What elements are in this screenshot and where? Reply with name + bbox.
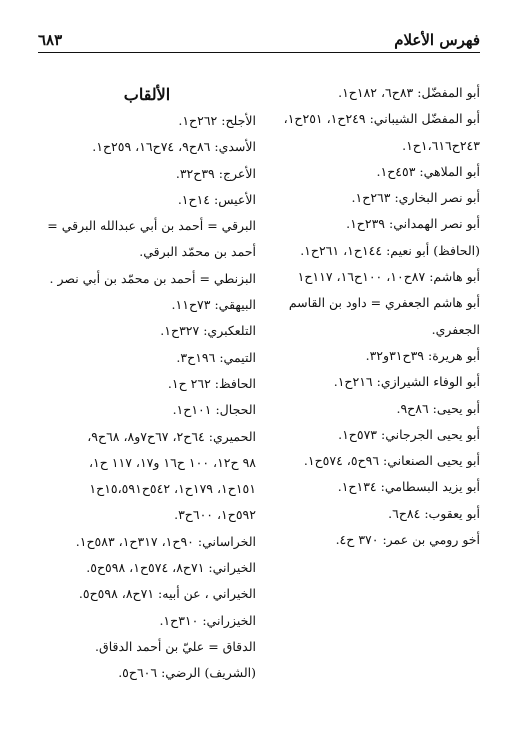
- index-entry: أبو يحيى الجرجاني: ٥٧٣ح١.: [338, 426, 480, 442]
- names-list: [258, 80, 480, 553]
- index-entry: أبو يعقوب: ٨٤ح٦.: [388, 505, 480, 521]
- index-entry: الحافظ: ٢٦٢ ح١.: [167, 375, 256, 391]
- index-entry: (الشريف) الرضي: ٦٠٦ح٥.: [118, 665, 256, 681]
- index-entry: التلعكبري: ٣٢٧ح١.: [160, 323, 256, 339]
- index-entry: الحميري: ٦٤ح٢، ٦٧ح٧و٨، ٦٨ح٩،: [87, 428, 256, 444]
- index-entry: ١٥١ح١، ١٧٩ح١، ٥٤٢ح١٥،٥٩١ح١: [89, 481, 256, 497]
- index-column-names: [258, 80, 480, 553]
- index-entry: الدقاق = عليّ بن أحمد الدقاق.: [95, 638, 256, 654]
- index-entry: الأجلح: ٢٦٢ح١.: [178, 113, 256, 128]
- index-entry: الأسدي: ٨٦ح٩، ٧٤ح١٦، ٢٥٩ح١.: [92, 139, 256, 155]
- index-entry: الخيزراني: ٣١٠ح١.: [159, 612, 256, 628]
- index-entry: (الحافظ) أبو نعيم: ١٤٤ح١، ٢٦١ح١.: [300, 242, 480, 258]
- index-entry: الأعرج: ٣٩ح٣٢.: [175, 165, 256, 181]
- index-entry: ٩٨ ح١٢، ١٠٠ ح١٦ و١٧، ١١٧ ح١،: [88, 454, 256, 470]
- index-entry: أبو يحيى الصنعاني: ٩٦ح٥، ٥٧٤ح١.: [303, 453, 480, 469]
- page-header: [38, 26, 480, 53]
- index-entry: أبو المفضّل الشيباني: ٢٤٩ح١، ٢٥١ح١،: [283, 111, 480, 127]
- index-entry: أخو رومي بن عمر: ٣٧٠ ح٤.: [335, 532, 480, 548]
- section-heading-titles: الألقاب: [123, 85, 171, 104]
- index-entry: ٢٤٣ح١،٦١٦ح١.: [402, 137, 480, 153]
- index-entry: أبو يحيى: ٨٦ح٩.: [396, 400, 480, 416]
- index-entry: التيمي: ١٩٦ح٣.: [176, 349, 256, 365]
- index-entry: أبو هاشم: ٨٧ح١٠، ١٠٠ح١٦، ١١٧ح١: [297, 269, 480, 285]
- index-entry: البيهقي: ٧٣ح١١.: [171, 297, 256, 313]
- index-entry: أبو يزيد البسطامي: ١٣٤ح١.: [337, 479, 480, 495]
- page-title: فهرس الأعلام: [394, 31, 480, 49]
- index-entry: أبو نصر الهمداني: ٢٣٩ح١.: [346, 216, 480, 232]
- index-entry: أبو المفضّل: ٨٣ح٦، ١٨٢ح١.: [338, 85, 480, 100]
- index-entry: الخيراني: ٧١ح٨، ٥٧٤ح١، ٥٩٨ح٥.: [86, 560, 256, 576]
- index-entry: أبو نصر البخاري: ٢٦٣ح١.: [351, 190, 480, 206]
- index-entry: الحجال: ١٠١ح١.: [172, 402, 256, 418]
- titles-list: [38, 108, 256, 687]
- index-entry: الجعفري.: [431, 321, 480, 337]
- index-entry: أبو هاشم الجعفري = داود بن القاسم: [288, 295, 480, 311]
- index-entry: الأعيس: ١٤ح١.: [177, 191, 256, 207]
- index-entry: البزنطي = أحمد بن محمّد بن أبي نصر .: [49, 270, 256, 286]
- index-entry: أحمد بن محمّد البرقي.: [139, 244, 256, 260]
- index-entry: الخراساني: ٩٠ح١، ٣١٧ح١، ٥٨٣ح١.: [75, 533, 256, 549]
- index-entry: البرقي = أحمد بن أبي عبدالله البرقي =: [47, 218, 256, 234]
- index-entry: ٥٩٢ح١، ٦٠٠ح٣.: [174, 507, 256, 523]
- index-entry: أبو الملاهي: ٤٥٣ح١.: [376, 163, 480, 179]
- index-entry: أبو هريرة: ٣٩ح٣١و٣٢.: [365, 347, 480, 363]
- page-number: ٦٨٣: [38, 31, 63, 49]
- index-column-titles: [38, 80, 256, 687]
- index-entry: أبو الوفاء الشيرازي: ٢١٦ح١.: [333, 374, 480, 390]
- index-entry: الخيراني ، عن أبيه: ٧١ح٨، ٥٩٨ح٥.: [78, 586, 256, 602]
